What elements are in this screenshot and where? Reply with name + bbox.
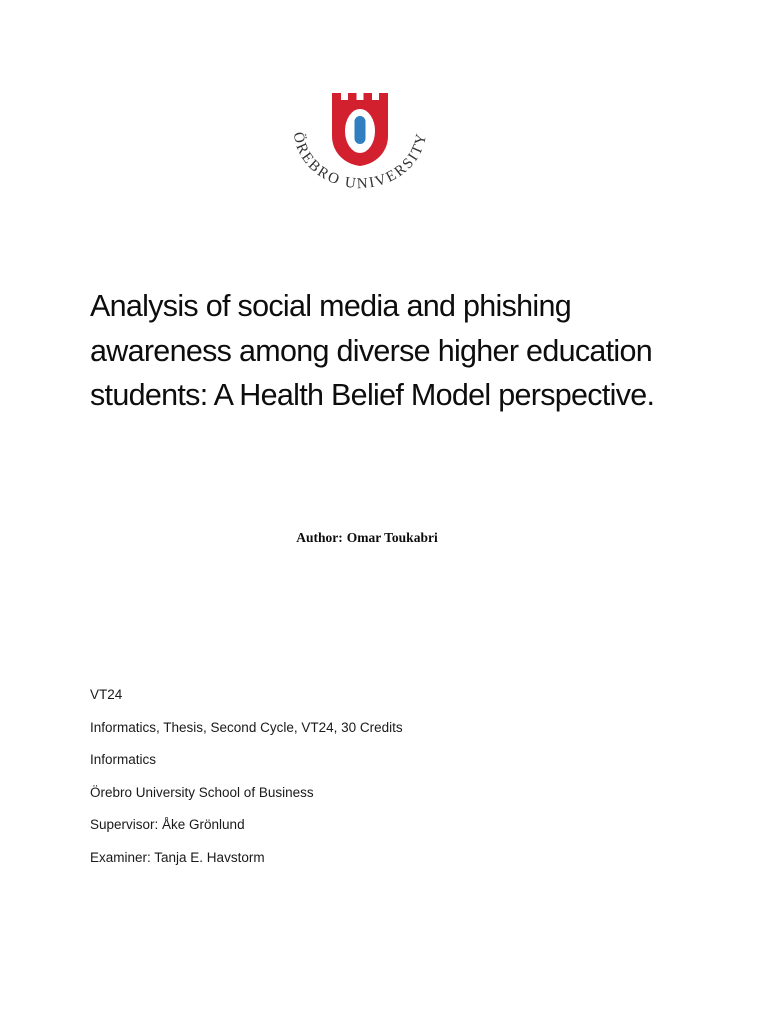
school-line: Örebro University School of Business (90, 784, 314, 800)
thesis-title: Analysis of social media and phishing awareness among diverse higher education students: A Health Belief Model perspective. (90, 289, 655, 412)
subject-line: Informatics (90, 752, 157, 768)
svg-text:ÖREBRO UNIVERSITY: ÖREBRO UNIVERSITY (289, 130, 431, 193)
author-label: Author: (296, 530, 343, 545)
supervisor-line: Supervisor: Åke Grönlund (90, 817, 245, 833)
examiner-line: Examiner: Tanja E. Havstorm (90, 849, 265, 865)
thesis-details (90, 686, 690, 882)
author-name: Omar Toukabri (346, 530, 438, 545)
author-line (0, 530, 734, 546)
university-logo (280, 88, 440, 206)
orebro-university-emblem (280, 88, 440, 206)
course-line: Informatics, Thesis, Second Cycle, VT24, 30 Credits (90, 719, 403, 735)
term-line: VT24 (90, 687, 123, 702)
